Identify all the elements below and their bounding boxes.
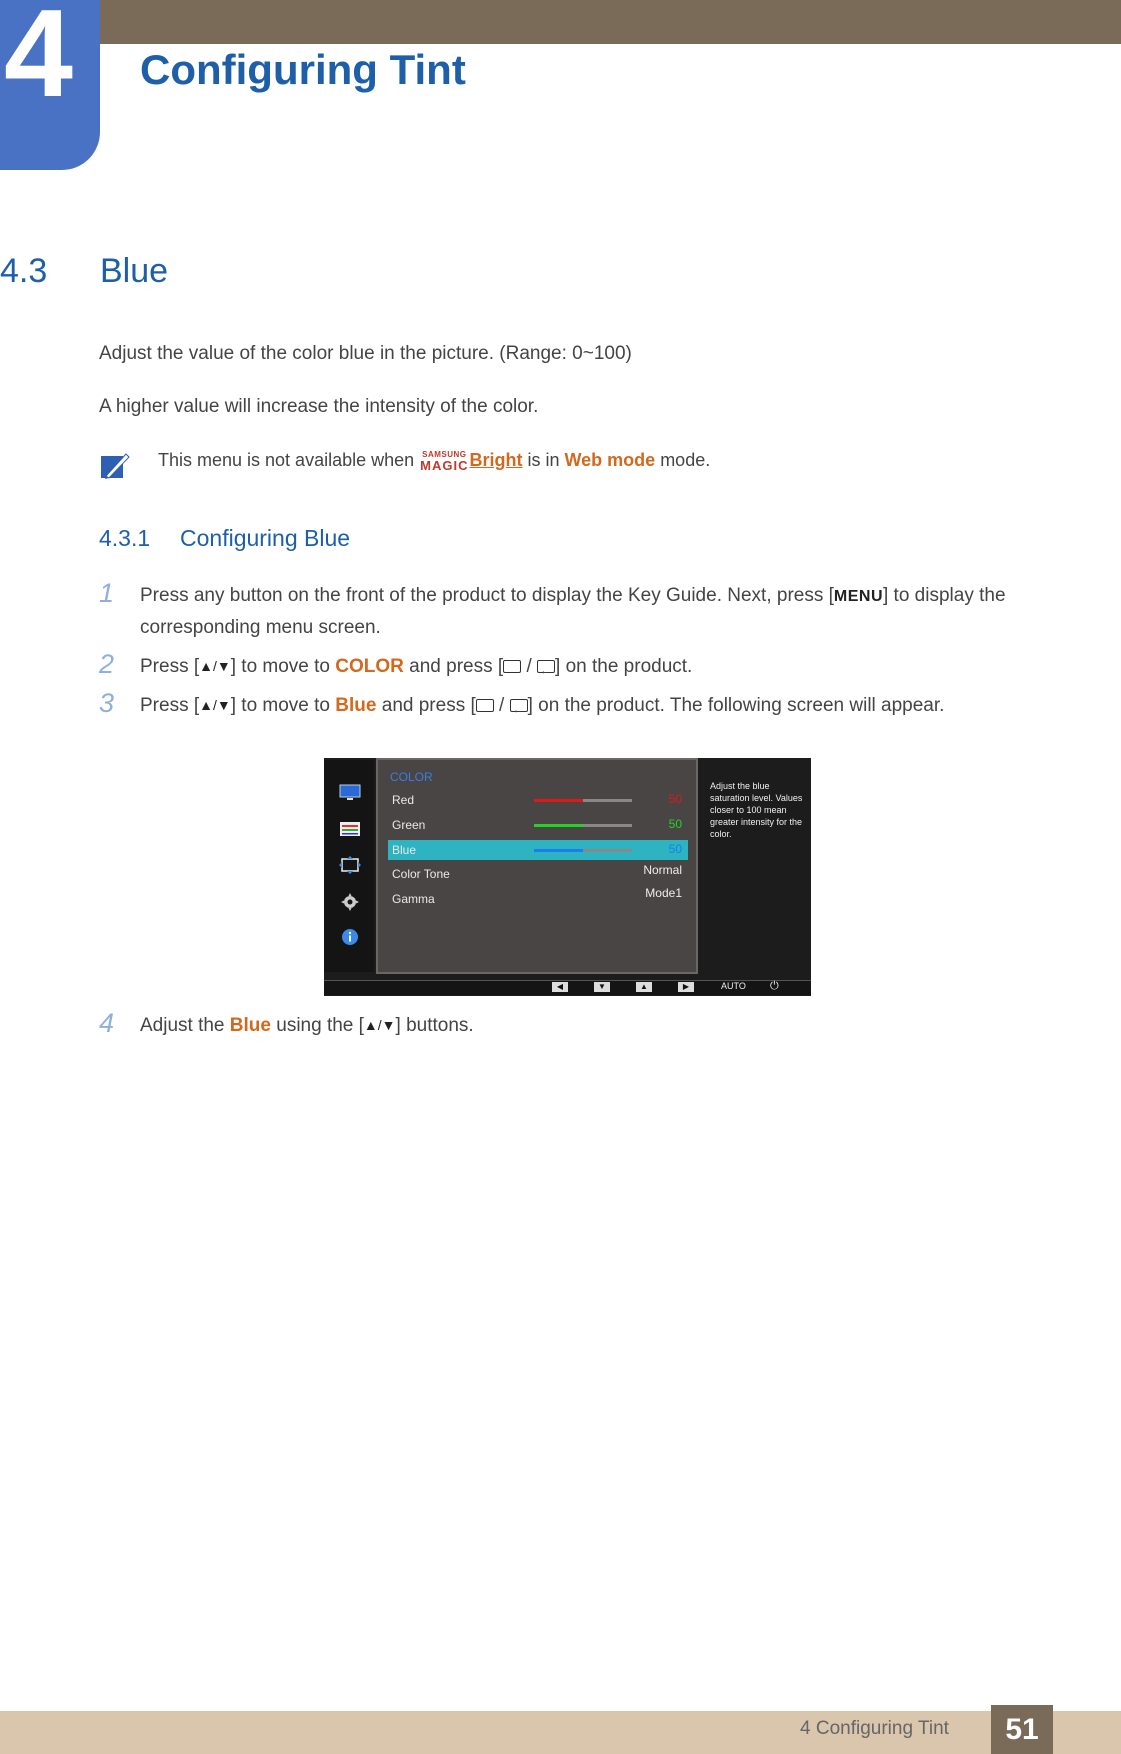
- right-arrow-icon[interactable]: ▶: [678, 982, 694, 992]
- osd-item-value: 50: [668, 792, 682, 806]
- osd-item-red[interactable]: [388, 790, 688, 810]
- step-highlight: Blue: [335, 695, 377, 716]
- up-down-icon: ▲/▼: [199, 658, 231, 674]
- subsection-title: Configuring Blue: [180, 525, 351, 551]
- magic-bright-link[interactable]: Bright: [469, 450, 523, 470]
- section-number: 4.3: [0, 252, 48, 290]
- osd-item-label: Blue: [392, 843, 417, 857]
- samsung-magic-logo: SAMSUNG MAGIC: [420, 449, 469, 473]
- note-text: [158, 450, 710, 472]
- menu-key: MENU: [833, 588, 883, 605]
- note-prefix: This menu is not available when: [158, 450, 420, 470]
- step-3-text: Press [▲/▼] to move to Blue and press [ / ←] on the product. The following screen will appear.: [140, 690, 1040, 721]
- subsection-number: 4.3.1: [99, 525, 151, 551]
- note-suffix: mode.: [655, 450, 711, 470]
- step-highlight: Blue: [229, 1015, 271, 1036]
- osd-item-label: Green: [392, 818, 426, 832]
- chapter-title: Configuring Tint: [140, 46, 466, 93]
- step-number: 2: [99, 649, 115, 679]
- square-icon: [476, 699, 494, 712]
- settings-gear-icon: [339, 893, 361, 911]
- information-icon: [339, 928, 361, 946]
- up-down-icon: ▲/▼: [199, 697, 231, 713]
- intro-intensity: A higher value will increase the intensity of the color.: [99, 396, 539, 417]
- size-position-icon: [339, 856, 361, 874]
- footer-chapter-label: 4 Configuring Tint: [800, 1718, 949, 1739]
- note-icon: [100, 450, 130, 480]
- up-arrow-icon[interactable]: ▲: [636, 982, 652, 992]
- osd-slider-fill: [534, 849, 583, 852]
- osd-help-text: Adjust the blue saturation level. Values closer to 100 mean greater intensity for the color.: [710, 781, 803, 839]
- osd-item-gamma[interactable]: [388, 886, 688, 909]
- step-1-text: Press any button on the front of the product to display the Key Guide. Next, press [MENU] to display the corresponding menu screen.: [140, 580, 1040, 643]
- power-icon[interactable]: ⏻: [770, 980, 779, 992]
- osd-item-color-tone[interactable]: [388, 864, 688, 884]
- page-number: 51: [1005, 1713, 1039, 1746]
- osd-slider: [534, 799, 632, 802]
- step-2-text: Press [▲/▼] to move to COLOR and press [ / ←] on the product.: [140, 651, 1040, 682]
- square-icon: [503, 660, 521, 673]
- osd-item-blue[interactable]: [388, 840, 688, 860]
- osd-item-value: 50: [668, 817, 682, 831]
- step-highlight: COLOR: [335, 656, 404, 677]
- enter-icon: [510, 699, 528, 712]
- osd-screenshot: [324, 758, 811, 996]
- osd-key-guide: [324, 980, 811, 995]
- step-number: 4: [99, 1008, 115, 1038]
- osd-item-value: Normal: [643, 863, 682, 877]
- note-mode-name: Web mode: [564, 450, 656, 470]
- osd-color-menu: [376, 758, 698, 974]
- osd-item-label: Color Tone: [392, 867, 450, 881]
- step-number: 1: [99, 578, 115, 608]
- osd-slider: [534, 824, 632, 827]
- enter-icon: [537, 660, 555, 673]
- osd-slider: [534, 849, 632, 852]
- header-bar: [0, 0, 1121, 44]
- osd-item-label: Gamma: [392, 892, 435, 906]
- osd-item-value: Mode1: [645, 886, 682, 900]
- note-middle: is in: [522, 450, 565, 470]
- osd-item-value: 50: [668, 842, 682, 856]
- osd-help-panel: [700, 760, 811, 972]
- osd-item-label: Red: [392, 793, 415, 807]
- color-icon: [339, 820, 361, 838]
- chapter-number: 4: [4, 0, 73, 123]
- down-arrow-icon[interactable]: ▼: [594, 982, 610, 992]
- monitor-icon: [339, 784, 361, 802]
- osd-item-green[interactable]: [388, 815, 688, 835]
- osd-slider-fill: [534, 799, 583, 802]
- page-number-box: [991, 1705, 1053, 1754]
- left-arrow-icon[interactable]: ◀: [552, 982, 568, 992]
- footer-bar: [0, 1711, 1121, 1754]
- intro-range: Adjust the value of the color blue in the picture. (Range: 0~100): [99, 343, 632, 364]
- osd-sidebar: [324, 760, 374, 972]
- chapter-tab: [0, 0, 100, 170]
- section-title: Blue: [100, 252, 169, 290]
- up-down-icon: ▲/▼: [363, 1017, 396, 1033]
- osd-slider-fill: [534, 824, 583, 827]
- step-4-text: Adjust the Blue using the [▲/▼] buttons.: [140, 1010, 1040, 1041]
- osd-menu-title: COLOR: [390, 770, 433, 784]
- auto-button[interactable]: AUTO: [721, 981, 746, 991]
- step-number: 3: [99, 688, 115, 718]
